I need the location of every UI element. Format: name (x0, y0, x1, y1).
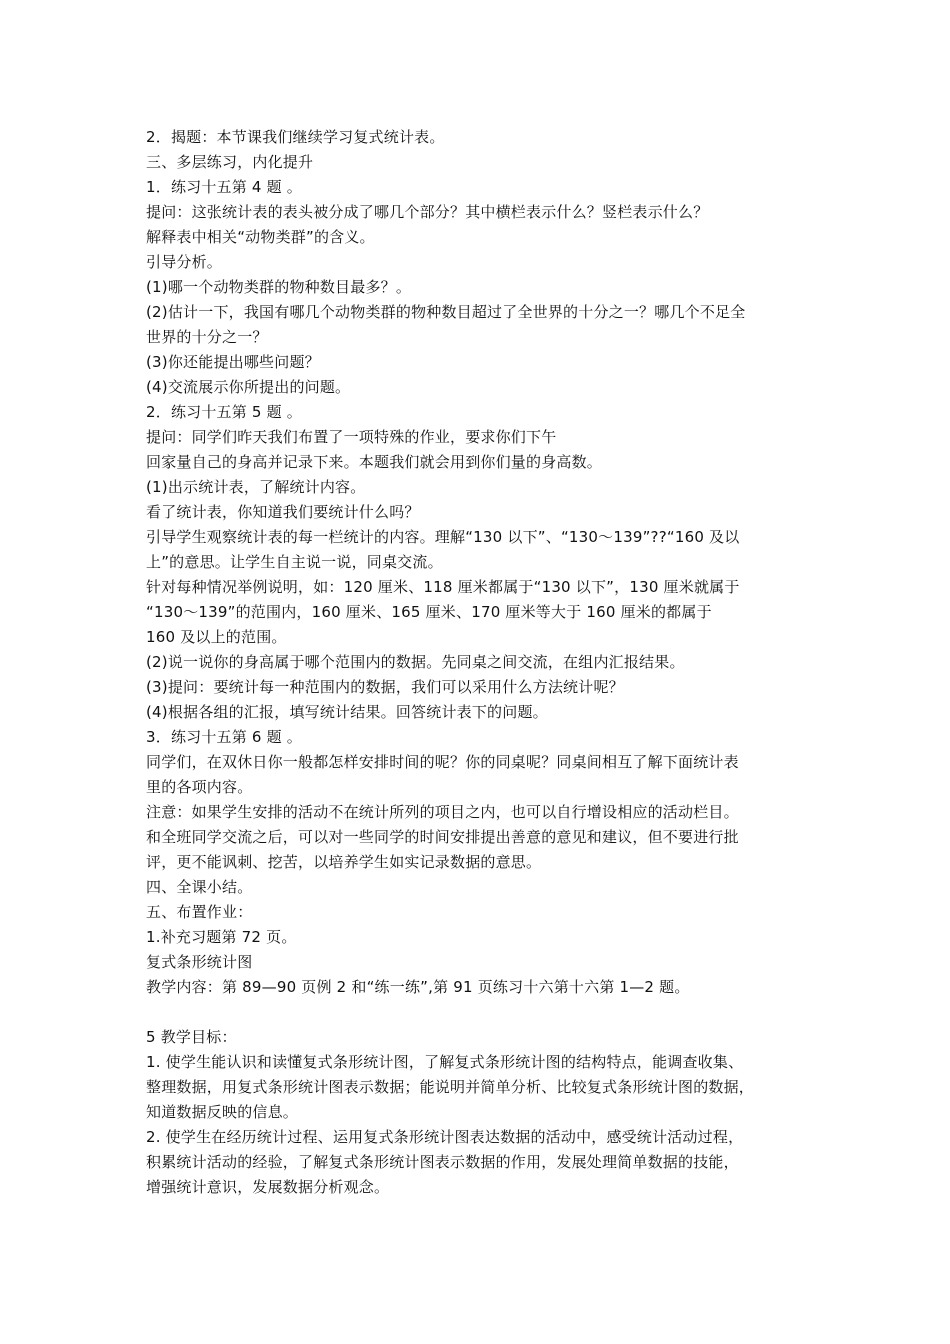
text-line: 整理数据，用复式条形统计图表示数据；能说明并简单分析、比较复式条形统计图的数据， (146, 1078, 755, 1096)
text-line: 引导学生观察统计表的每一栏统计的内容。理解“130 以下”、“130～139”??“160 及以 (146, 528, 740, 546)
text-line: (1)出示统计表，了解统计内容。 (146, 478, 366, 496)
text-line: 1. 使学生能认识和读懂复式条形统计图，了解复式条形统计图的结构特点，能调查收集、 (146, 1053, 744, 1071)
section-heading: 四、全课小结。 (146, 878, 253, 896)
text-line: 提问：同学们昨天我们布置了一项特殊的作业，要求你们下午 (146, 428, 557, 446)
text-line: 针对每种情况举例说明，如：120 厘米、118 厘米都属于“130 以下”，130 厘米就属于 (146, 578, 740, 596)
text-line: (4)根据各组的汇报，填写统计结果。回答统计表下的问题。 (146, 703, 548, 721)
text-line: 2．练习十五第 5 题 。 (146, 403, 302, 421)
text-line: 上”的意思。让学生自主说一说，同桌交流。 (146, 553, 443, 571)
text-line: (3)提问：要统计每一种范围内的数据，我们可以采用什么方法统计呢？ (146, 678, 624, 696)
text-line: 世界的十分之一？ (146, 328, 268, 346)
text-line: 5 教学目标： (146, 1028, 237, 1046)
text-line: 知道数据反映的信息。 (146, 1103, 299, 1121)
text-line: “130～139”的范围内，160 厘米、165 厘米、170 厘米等大于 160 厘米的都属于 (146, 603, 712, 621)
section-heading: 三、多层练习，内化提升 (146, 153, 314, 171)
text-line: (4)交流展示你所提出的问题。 (146, 378, 351, 396)
text-line: 积累统计活动的经验，了解复式条形统计图表示数据的作用，发展处理简单数据的技能， (146, 1153, 739, 1171)
section-heading: 五、布置作业： (146, 903, 253, 921)
text-line: 1．练习十五第 4 题 。 (146, 178, 302, 196)
text-line: (1)哪一个动物类群的物种数目最多？。 (146, 278, 412, 296)
text-line: 和全班同学交流之后，可以对一些同学的时间安排提出善意的意见和建议，但不要进行批 (146, 828, 739, 846)
text-line: (2)说一说你的身高属于哪个范围内的数据。先同桌之间交流，在组内汇报结果。 (146, 653, 685, 671)
text-line: 回家量自己的身高并记录下来。本题我们就会用到你们量的身高数。 (146, 453, 603, 471)
text-line: 同学们，在双休日你一般都怎样安排时间的呢？你的同桌呢？同桌间相互了解下面统计表 (146, 753, 739, 771)
text-line: 评，更不能讽刺、挖苦，以培养学生如实记录数据的意思。 (146, 853, 542, 871)
text-line: 提问：这张统计表的表头被分成了哪几个部分？其中横栏表示什么？竖栏表示什么？ (146, 203, 709, 221)
text-line: 增强统计意识，发展数据分析观念。 (146, 1178, 390, 1196)
lesson-title: 复式条形统计图 (146, 953, 253, 971)
text-line: (2)估计一下，我国有哪几个动物类群的物种数目超过了全世界的十分之一？哪几个不足全 (146, 303, 746, 321)
text-line: 看了统计表，你知道我们要统计什么吗？ (146, 503, 420, 521)
text-line: 注意：如果学生安排的活动不在统计所列的项目之内，也可以自行增设相应的活动栏目。 (146, 803, 739, 821)
text-line: 教学内容：第 89—90 页例 2 和“练一练”,第 91 页练习十六第十六第 1—2 题。 (146, 978, 690, 996)
text-line: 3．练习十五第 6 题 。 (146, 728, 302, 746)
text-line: 2．揭题：本节课我们继续学习复式统计表。 (146, 128, 445, 146)
text-line: 解释表中相关“动物类群”的含义。 (146, 228, 375, 246)
text-line: 2. 使学生在经历统计过程、运用复式条形统计图表达数据的活动中，感受统计活动过程， (146, 1128, 744, 1146)
text-line: 里的各项内容。 (146, 778, 253, 796)
text-line: (3)你还能提出哪些问题？ (146, 353, 320, 371)
text-line: 引导分析。 (146, 253, 223, 271)
text-line: 1.补充习题第 72 页。 (146, 928, 297, 946)
text-line: 160 及以上的范围。 (146, 628, 287, 646)
